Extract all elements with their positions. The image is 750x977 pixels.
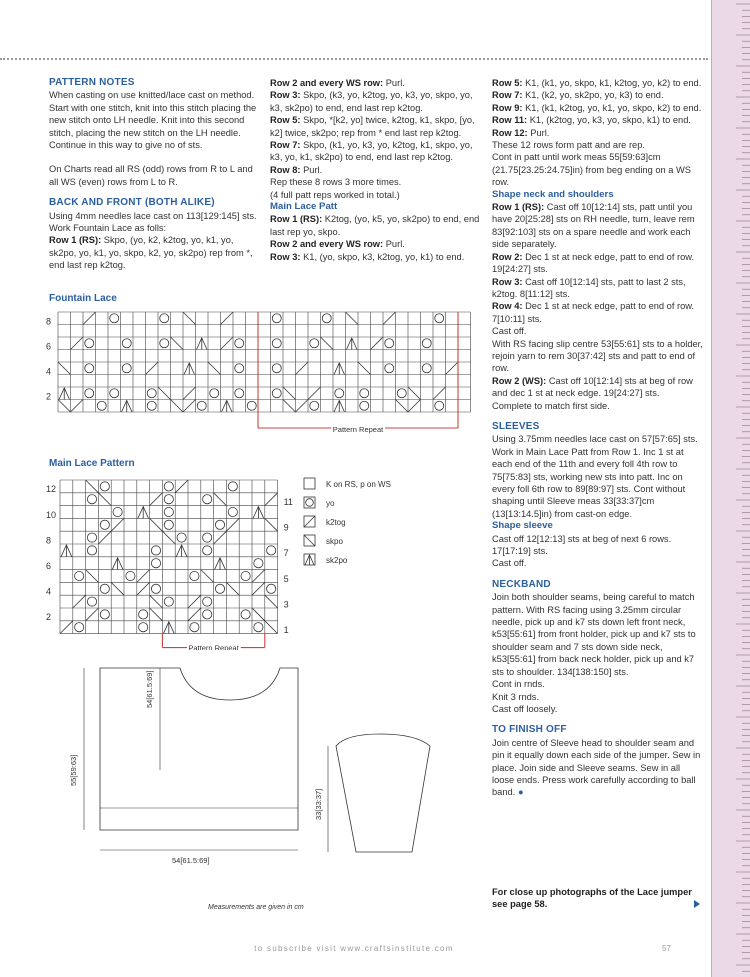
row-label: Row 7:	[270, 140, 301, 151]
yo-symbol	[235, 389, 244, 398]
cont-rnds: Cont in rnds.	[492, 679, 545, 690]
k2tog-symbol	[86, 608, 99, 621]
row-label: Row 12:	[492, 127, 528, 138]
skpo-symbol	[86, 480, 99, 493]
row-text: K1, (k2tog, yo, k3, yo, skpo, k1) to end.	[527, 115, 691, 126]
skpo-symbol	[58, 362, 71, 375]
body-width-label: 54[61.5:69]	[172, 856, 210, 865]
skpo-symbol	[150, 595, 163, 608]
k2tog-symbol	[296, 400, 309, 413]
sleeves-text: Using 3.75mm needles lace cast on 57[57:65] sts. Work in Main Lace Patt from Row 1. Inc 1 st at each end of the 11th and every foll 4th row to 75[75:83] sts, working new sts into patt. Inc on every foll 6th row to 89[89:97] sts. Cont without shaping until Sleeve meas 33[33:37]cm (13[13:14.5]in) from cast-on edge.	[492, 434, 698, 519]
row-text: Purl.	[383, 78, 405, 88]
yo-symbol	[85, 364, 94, 373]
yo-symbol	[241, 571, 250, 580]
yo-symbol	[435, 314, 444, 323]
yo-symbol	[203, 495, 212, 504]
key-yo	[304, 497, 335, 508]
row-label: Row 7:	[492, 90, 523, 101]
yo-symbol	[151, 559, 160, 568]
row-label: Row 2 and every WS row:	[270, 239, 384, 250]
yo-symbol	[322, 314, 331, 323]
yo-symbol	[126, 571, 135, 580]
main-row-label-right: 7	[283, 548, 289, 559]
key-sk2po	[304, 554, 348, 565]
yo-symbol	[203, 533, 212, 542]
main-row-label-right: 1	[283, 625, 289, 636]
yo-symbol	[122, 364, 131, 373]
skpo-symbol	[86, 570, 99, 583]
yo-symbol	[164, 520, 173, 529]
k2tog-symbol	[60, 621, 73, 634]
row-label: Row 2 (WS):	[492, 375, 547, 386]
row-label: Row 8:	[270, 164, 301, 175]
yo-symbol	[241, 610, 250, 619]
fl-reps: (4 full patt reps worked in total.)	[270, 189, 400, 200]
k2tog-symbol	[433, 387, 446, 400]
row-label: Row 2 and every WS row:	[270, 78, 384, 88]
yo-symbol	[100, 584, 109, 593]
main-row-label-right: 3	[283, 599, 289, 610]
yo-symbol	[160, 314, 169, 323]
skpo-symbol	[252, 608, 265, 621]
sleeve-cast-off: Cast off.	[492, 558, 527, 569]
main-lace-title: Main Lace Pattern	[49, 458, 135, 469]
main-lace-chart	[46, 474, 296, 655]
neck-row1	[492, 201, 704, 251]
ml-row2	[270, 238, 480, 250]
skpo-symbol	[171, 400, 184, 413]
fountain-lace-title: Fountain Lace	[49, 293, 117, 304]
neckband-text: Join both shoulder seams, being careful to match pattern. With RS facing using 3.25mm circular needle, pick up and k7 sts down left front neck, k53[55:61] from front holder, pick up and k7 sts to shoulder seam and 7 sts down side neck, k53[55:61] from back neck holder, pick up and k7 sts to shoulder. 134[138:150] sts.	[492, 592, 696, 677]
ml-row7	[492, 89, 704, 101]
fl-row5	[270, 114, 480, 139]
yo-symbol	[113, 507, 122, 516]
k2tog-symbol	[252, 582, 265, 595]
skpo-symbol	[396, 400, 409, 413]
main-row-label-right: 11	[283, 497, 293, 508]
main-row-label-left: 2	[46, 612, 52, 623]
k2tog-symbol	[137, 582, 150, 595]
main-row-label-right: 9	[283, 522, 289, 533]
yo-symbol	[385, 364, 394, 373]
schematic-svg	[60, 660, 480, 920]
sleeve-outline	[336, 734, 430, 852]
skpo-symbol	[265, 621, 278, 634]
yo-symbol	[100, 482, 109, 491]
yo-symbol	[110, 314, 119, 323]
back-front-heading: BACK AND FRONT (BOTH ALIKE)	[49, 197, 215, 209]
column-3	[492, 77, 704, 799]
back-front-cast-on: Using 4mm needles lace cast on 113[129:145] sts.	[49, 210, 257, 221]
row-label: Row 1 (RS):	[49, 235, 102, 246]
k2tog-symbol	[214, 531, 227, 544]
stitch-key-svg	[296, 476, 446, 571]
main-lace-heading: Main Lace Patt	[270, 201, 338, 213]
row-label: Row 2:	[492, 251, 523, 262]
armhole-label: 54[61.5:69]	[145, 670, 154, 708]
k2tog-symbol	[188, 595, 201, 608]
yo-symbol	[110, 389, 119, 398]
skpo-symbol	[58, 400, 71, 413]
cast-off-loosely: Cast off loosely.	[492, 703, 558, 714]
yo-symbol	[87, 533, 96, 542]
k2tog-symbol	[308, 387, 321, 400]
row-text: K1, (k1, yo, skpo, k1, k2tog, yo, k2) to end.	[522, 78, 702, 88]
row-text: Skpo, *[k2, yo] twice, k2tog, k1, skpo, [yo, k2] twice, sk2po; rep from * end last rep k2tog.	[270, 115, 475, 138]
skpo-symbol	[283, 387, 296, 400]
ruler-ticks	[712, 0, 750, 977]
yo-symbol	[422, 339, 431, 348]
main-chart-svg	[46, 474, 296, 650]
yo-symbol	[360, 401, 369, 410]
neck-row4	[492, 300, 704, 325]
row-label: Row 1 (RS):	[270, 214, 323, 225]
k2tog-symbol	[183, 387, 196, 400]
k2tog-symbol	[371, 337, 384, 350]
row-text: Purl.	[383, 239, 405, 250]
key-skpo	[304, 535, 343, 546]
yo-symbol	[75, 623, 84, 632]
finish-heading: TO FINISH OFF	[492, 724, 567, 736]
skpo-symbol	[201, 570, 214, 583]
skpo-symbol	[111, 582, 124, 595]
ml-row12	[492, 127, 704, 139]
row-text: Purl.	[300, 164, 323, 175]
k2tog-symbol	[446, 362, 459, 375]
skpo-symbol	[162, 531, 175, 544]
skpo-symbol	[283, 400, 296, 413]
fountain-row-label: 6	[46, 341, 52, 352]
yo-symbol	[100, 610, 109, 619]
fountain-chart-svg	[46, 308, 476, 436]
yo-symbol	[85, 339, 94, 348]
yo-symbol	[215, 584, 224, 593]
skpo-symbol	[158, 387, 171, 400]
k2tog-symbol	[150, 493, 163, 506]
closeup-note: For close up photographs of the Lace jumper see page 58.	[492, 887, 692, 909]
skpo-symbol	[150, 608, 163, 621]
row-label: Row 1 (RS):	[492, 202, 545, 213]
skpo-symbol	[265, 595, 278, 608]
skpo-symbol	[226, 582, 239, 595]
k2tog-symbol	[71, 400, 84, 413]
next-page-arrow-icon[interactable]	[694, 900, 700, 908]
k2tog-symbol	[137, 570, 150, 583]
neckband-heading: NECKBAND	[492, 578, 551, 590]
k2tog-symbol	[408, 400, 421, 413]
ml-row3	[270, 251, 480, 263]
yo-symbol	[147, 401, 156, 410]
yo-symbol	[164, 597, 173, 606]
yo-symbol	[254, 559, 263, 568]
k2tog-symbol	[265, 493, 278, 506]
yo-symbol	[210, 389, 219, 398]
row-label: Row 3:	[270, 251, 301, 262]
key-sk2po-label: sk2po	[326, 556, 348, 565]
stitch-key	[296, 476, 446, 576]
main-row-label-left: 8	[46, 535, 52, 546]
k2tog-symbol	[296, 362, 309, 375]
finish-text-body: Join centre of Sleeve head to shoulder seam and pin it equally down each side of the jumper. Sew in place. Join side and Sleeve seams. Sew in all loose ends. Press work carefully according to ball band.	[492, 737, 701, 798]
key-k-label: K on RS, p on WS	[326, 480, 391, 489]
fl-repeat: Rep these 8 rows 3 more times.	[270, 177, 402, 188]
yo-symbol	[272, 364, 281, 373]
k2tog-symbol	[221, 337, 234, 350]
yo-symbol	[215, 520, 224, 529]
row-text: Skpo, (yo, k2, k2tog, yo, k1, yo, sk2po, yo, k1, yo, skpo, k2, yo, sk2po) rep from *, end last rep k2tog.	[49, 235, 253, 271]
yo-symbol	[177, 533, 186, 542]
skpo-symbol	[321, 337, 334, 350]
neck-with-rs: With RS facing slip centre 53[55:61] sts to a holder, rejoin yarn to rem 30[37:42] sts and patt to end of row.	[492, 338, 703, 374]
body-outline	[100, 668, 298, 830]
yo-symbol	[247, 401, 256, 410]
end-dot-icon: ●	[517, 787, 524, 798]
ml-row5	[492, 77, 704, 89]
row-label: Row 5:	[492, 78, 523, 88]
k2tog-symbol	[226, 518, 239, 531]
side-ruler	[711, 0, 750, 977]
yo-symbol	[164, 507, 173, 516]
yo-symbol	[87, 495, 96, 504]
key-k2tog	[304, 516, 346, 527]
yo-symbol	[385, 339, 394, 348]
yo-symbol	[335, 389, 344, 398]
skpo-symbol	[408, 387, 421, 400]
fl-row2	[270, 77, 480, 89]
garment-schematic	[60, 660, 480, 925]
row-text: K1, (yo, skpo, k3, k2tog, yo, k1) to end.	[300, 251, 465, 262]
yo-symbol	[160, 339, 169, 348]
cont-in-patt: Cont in patt until work meas 55[59:63]cm (21.75[23.25:24.75]in) from beg ending on a WS row.	[492, 152, 691, 188]
sleeve-length-label: 33[33:37]	[314, 788, 323, 820]
column-1	[49, 77, 261, 272]
yo-symbol	[267, 584, 276, 593]
row-text: Cast off 10[12:14] sts, patt to last 2 sts, k2tog. 8[11:12] sts.	[492, 276, 686, 299]
yo-symbol	[139, 610, 148, 619]
yo-symbol	[310, 401, 319, 410]
yo-symbol	[422, 364, 431, 373]
fountain-repeat-label: Pattern Repeat	[332, 425, 384, 434]
yo-symbol	[235, 339, 244, 348]
k2tog-symbol	[146, 362, 159, 375]
skpo-symbol	[150, 518, 163, 531]
yo-symbol	[435, 401, 444, 410]
ml-row9	[492, 102, 704, 114]
k2tog-symbol	[188, 608, 201, 621]
skpo-symbol	[208, 362, 221, 375]
main-row-label-left: 4	[46, 586, 52, 597]
row-label: Row 3:	[270, 90, 301, 101]
yo-symbol	[164, 482, 173, 491]
row-text: Skpo, (k1, yo, k3, yo, k2tog, k1, skpo, yo, k3, yo, k1, sk2po) to end, end last rep k2tog.	[270, 140, 473, 163]
body-height-label: 55[59:63]	[69, 754, 78, 786]
yo-symbol	[203, 597, 212, 606]
yo-symbol	[164, 495, 173, 504]
skpo-symbol	[265, 518, 278, 531]
shape-sleeve-text: Cast off 12[12:13] sts at beg of next 6 rows. 17[17:19] sts.	[492, 533, 672, 557]
yo-symbol	[203, 546, 212, 555]
key-skpo-label: skpo	[326, 537, 343, 546]
yo-symbol	[254, 623, 263, 632]
k2tog-symbol	[383, 312, 396, 325]
k2tog-symbol	[221, 312, 234, 325]
row-label: Row 3:	[492, 276, 523, 287]
k2tog-symbol	[183, 400, 196, 413]
yo-symbol	[228, 482, 237, 491]
skpo-symbol	[183, 312, 196, 325]
neck-cast-off: Cast off.	[492, 326, 527, 337]
ml-row11	[492, 114, 704, 126]
column-2	[270, 77, 480, 263]
main-repeat-label: Pattern Repeat	[188, 643, 239, 650]
ml-row1	[270, 213, 480, 238]
row-text: K2tog, (yo, k5, yo, sk2po) to end, end last rep yo, skpo.	[270, 214, 480, 237]
main-row-label-left: 10	[46, 509, 57, 520]
pattern-notes-charts: On Charts read all RS (odd) rows from R to L and all WS (even) rows from L to R.	[49, 164, 253, 187]
yo-symbol	[272, 314, 281, 323]
yo-symbol	[267, 546, 276, 555]
skpo-symbol	[358, 362, 371, 375]
fountain-row-label: 2	[46, 391, 52, 402]
fountain-lace-chart	[46, 308, 476, 441]
yo-symbol	[85, 389, 94, 398]
main-row-label-left: 12	[46, 484, 57, 495]
yo-symbol	[139, 623, 148, 632]
row-label: Row 11:	[492, 115, 528, 126]
row-text: Dec 1 st at neck edge, patt to end of row. 7[10:11] sts.	[492, 301, 695, 324]
row-text: Skpo, (k3, yo, k2tog, yo, k3, yo, skpo, yo, k3, sk2po) to end, end last rep k2tog.	[270, 90, 473, 113]
page-number: 57	[662, 944, 671, 953]
row-label: Row 9:	[492, 102, 523, 113]
yo-symbol	[272, 389, 281, 398]
rows-form-patt: These 12 rows form patt and are rep.	[492, 140, 645, 151]
row-text: Dec 1 st at neck edge, patt to end of row. 19[24:27] sts.	[492, 251, 695, 275]
k2tog-symbol	[73, 595, 86, 608]
yo-symbol	[235, 364, 244, 373]
fl-row8	[270, 164, 480, 176]
pattern-notes-text: When casting on use knitted/lace cast on method. Start with one stitch, knit into this stitch placing the new stitch onto LH needle. Knit into this second stitch, placing the new stitch on the LH needle. Continue in this way to give no of sts.	[49, 90, 257, 151]
main-row-label-left: 6	[46, 561, 52, 572]
yo-symbol	[203, 610, 212, 619]
fountain-row-label: 4	[46, 366, 52, 377]
shape-sleeve-heading: Shape sleeve	[492, 520, 553, 532]
row-text: K1, (k1, k2tog, yo, k1, yo, skpo, k2) to end.	[522, 102, 702, 113]
fl-row7	[270, 139, 480, 164]
yo-symbol	[272, 339, 281, 348]
k2tog-symbol	[175, 480, 188, 493]
key-yo-label: yo	[326, 499, 335, 508]
back-front-work: Work Fountain Lace as folls:	[49, 223, 167, 234]
yo-symbol	[397, 389, 406, 398]
main-row-label-right: 5	[283, 573, 289, 584]
row-text: Cast off 10[12:14] sts, patt until you have 20[25:28] sts on RH needle, turn, leave rem 83[92:103] sts on a spare needle and work each side separately.	[492, 202, 695, 250]
k2tog-symbol	[111, 518, 124, 531]
k2tog-symbol	[83, 312, 96, 325]
finish-text	[492, 737, 704, 799]
row-label: Row 4:	[492, 301, 523, 312]
k2tog-symbol	[252, 570, 265, 583]
sleeves-heading: SLEEVES	[492, 420, 540, 432]
yo-symbol	[87, 546, 96, 555]
yo-symbol	[310, 339, 319, 348]
yo-symbol	[147, 389, 156, 398]
yo-symbol	[228, 507, 237, 516]
key-k	[304, 478, 391, 489]
skpo-symbol	[214, 493, 227, 506]
key-k2tog-label: k2tog	[326, 518, 346, 527]
yo-symbol	[97, 401, 106, 410]
neck-row2	[492, 251, 704, 276]
back-front-row1	[49, 234, 261, 271]
yo-symbol	[75, 571, 84, 580]
row-text: K1, (k2, yo, sk2po, yo, k3) to end.	[522, 90, 664, 101]
yo-symbol	[151, 546, 160, 555]
fl-row3	[270, 89, 480, 114]
yo-symbol	[122, 339, 131, 348]
fountain-row-label: 8	[46, 316, 52, 327]
neck-complete: Complete to match first side.	[492, 400, 610, 411]
knit-rnds: Knit 3 rnds.	[492, 691, 540, 702]
neck-row2-ws	[492, 375, 704, 400]
shape-neck-heading: Shape neck and shoulders	[492, 188, 614, 200]
pattern-notes-heading: PATTERN NOTES	[49, 77, 135, 88]
yo-symbol	[360, 389, 369, 398]
yo-symbol	[87, 597, 96, 606]
yo-symbol	[190, 623, 199, 632]
neck-row3	[492, 276, 704, 301]
k2tog-symbol	[98, 531, 111, 544]
skpo-symbol	[171, 337, 184, 350]
k2tog-symbol	[71, 337, 84, 350]
row-label: Row 5:	[270, 115, 301, 126]
yo-symbol	[151, 584, 160, 593]
yo-symbol	[197, 401, 206, 410]
top-dotted-rule	[0, 58, 708, 60]
yo-symbol	[100, 520, 109, 529]
yo-symbol	[190, 571, 199, 580]
skpo-symbol	[98, 493, 111, 506]
row-text: Purl.	[527, 127, 550, 138]
row-text: Cast off 10[12:14] sts at beg of row and dec 1 st at neck edge. 19[24:27] sts.	[492, 375, 693, 399]
footer-subscribe[interactable]: to subscribe visit www.craftsinstitute.com	[254, 944, 454, 953]
skpo-symbol	[346, 312, 359, 325]
measurement-note: Measurements are given in cm	[208, 904, 304, 911]
